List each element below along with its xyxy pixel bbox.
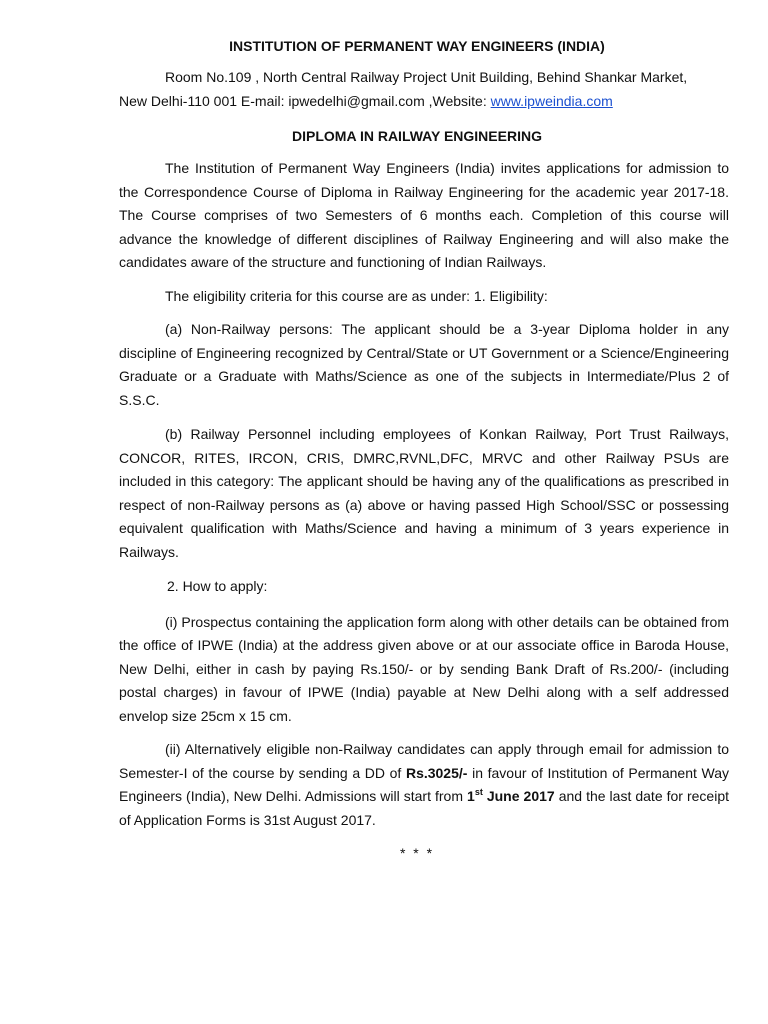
apply-prospectus: (i) Prospectus containing the application form along with other details can be obtained from the office of IPWE (India) at the address given above or at our associate office in Baroda House, New Delhi, either in cash by paying Rs.150/- or by sending Bank Draft of Rs.200/- (including postal charges) in favour of IPWE (India) payable at New Delhi along with a self addressed envelop size 25cm x 15 cm.: [119, 613, 729, 724]
start-day: 1: [467, 788, 475, 804]
institution-title: INSTITUTION OF PERMANENT WAY ENGINEERS (INDIA): [229, 38, 605, 54]
apply-email-text-3: and the last date for receipt of Application Forms is 31st August 2017.: [119, 788, 729, 828]
address-line-1: Room No.109 , North Central Railway Project Unit Building, Behind Shankar Market,: [165, 69, 688, 85]
start-month-year: June 2017: [482, 788, 555, 804]
admission-start-date: [467, 788, 555, 804]
start-day-suffix: st: [474, 787, 483, 797]
eligibility-railway-personnel: (b) Railway Personnel including employees of Konkan Railway, Port Trust Railways, CONCOR, RITES, IRCON, CRIS, DMRC,RVNL,DFC, MRVC and other Railway PSUs are included in this category: The applicant should be having any of the qualifications as prescribed in respect of non-Railway persons as (a) above or having passed High School/SSC or possessing equivalent qualification with Maths/Science and having a minimum of 3 years experience in Railways.: [119, 426, 729, 560]
course-title: DIPLOMA IN RAILWAY ENGINEERING: [292, 128, 542, 144]
end-mark: * * *: [399, 845, 435, 861]
document-body: [119, 36, 729, 866]
apply-email-text-1: (ii) Alternatively eligible non-Railway candidates can apply through email for admission to Semester-I of the course by sending a DD of: [119, 741, 729, 781]
how-to-apply-heading: 2. How to apply:: [167, 578, 268, 594]
dd-amount: Rs.3025/-: [405, 764, 468, 781]
website-link[interactable]: www.ipweindia.com: [490, 92, 613, 109]
address-line-2: New Delhi-110 001 E-mail: ipwedelhi@gmail.com ,Website:: [119, 92, 491, 109]
address-block: [119, 66, 729, 113]
intro-paragraph: The Institution of Permanent Way Engineers (India) invites applications for admission to the Correspondence Course of Diploma in Railway Engineering for the academic year 2017-18. The Course comprises of two Semesters of 6 months each. Completion of this course will advance the knowledge of different disciplines of Railway Engineering and will also make the candidates aware of the structure and functioning of Indian Railways.: [119, 160, 729, 270]
apply-email: [119, 738, 729, 832]
eligibility-intro: The eligibility criteria for this course are as under: 1. Eligibility:: [165, 287, 548, 304]
apply-email-text-2: in favour of Institution of Permanent Way Engineers (India), New Delhi. Admissions will start from: [119, 764, 730, 804]
eligibility-non-railway: (a) Non-Railway persons: The applicant should be a 3-year Diploma holder in any discipline of Engineering recognized by Central/State or UT Government or a Science/Engineering Graduate or a Graduate with Maths/Science as one of the subjects in Intermediate/Plus 2 of S.S.C.: [119, 321, 729, 408]
